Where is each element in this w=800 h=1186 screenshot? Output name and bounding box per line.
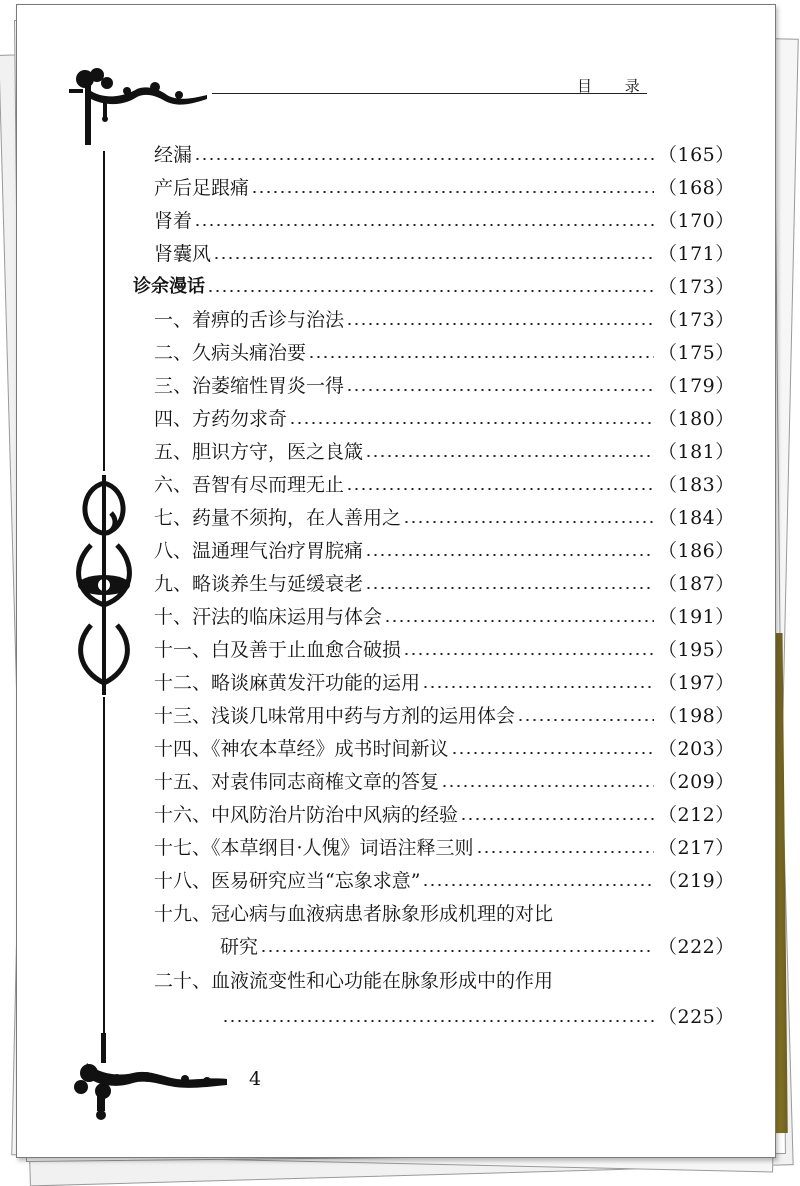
leader-dots	[346, 488, 654, 490]
leader-dots	[451, 752, 654, 754]
document-page	[16, 4, 776, 1158]
toc-entry-page: （186）	[658, 540, 735, 562]
toc-entry-page: （195）	[658, 639, 735, 661]
leader-dots	[194, 224, 654, 226]
toc-entry	[154, 404, 735, 434]
toc-entry-title: 十九、冠心病与血液病患者脉象形成机理的对比	[154, 903, 554, 925]
toc-entry-title: 二十、血液流变性和心功能在脉象形成中的作用	[154, 970, 554, 992]
toc-entry-title: 八、温通理气治疗胃脘痛	[154, 540, 364, 562]
leader-dots	[213, 257, 654, 259]
toc-entry-page: （179）	[658, 375, 735, 397]
toc-entry	[154, 734, 735, 764]
toc-entry-title: 十八、医易研究应当“忘象求意”	[154, 870, 421, 892]
side-ornament	[61, 475, 147, 695]
leader-dots	[346, 323, 654, 325]
leader-dots	[222, 1020, 654, 1022]
toc-entry-page: （180）	[658, 408, 735, 430]
toc-section	[133, 272, 735, 302]
leader-dots	[422, 686, 654, 688]
toc-entry-title: 一、着痹的舌诊与治法	[154, 309, 345, 331]
toc-entry	[154, 206, 735, 236]
leader-dots	[441, 785, 654, 787]
toc-entry-title: 二、久病头痛治要	[154, 342, 307, 364]
toc-entry	[154, 503, 735, 533]
toc-entry	[154, 239, 735, 269]
toc-entry-title: 肾着	[154, 210, 193, 232]
toc-entry-title: 十五、对袁伟同志商榷文章的答复	[154, 771, 440, 793]
toc-entry-page: （171）	[658, 243, 735, 265]
toc-entry-page: （222）	[658, 936, 735, 958]
toc-entry-line2	[220, 932, 735, 962]
left-border-lower	[103, 697, 105, 1047]
toc-entry	[154, 140, 735, 170]
toc-entry-title: 六、吾智有尽而理无止	[154, 474, 345, 496]
toc-entry	[154, 173, 735, 203]
toc-entry-page: （181）	[658, 441, 735, 463]
toc-entry-title: 研究	[220, 936, 259, 958]
toc-entry-title: 七、药量不须拘，在人善用之	[154, 507, 402, 529]
toc-entry-page: （209）	[658, 771, 735, 793]
toc-entry-page: （184）	[658, 507, 735, 529]
toc-entry-page: （187）	[658, 573, 735, 595]
toc-entry-title: 五、胆识方守，医之良箴	[154, 441, 364, 463]
toc-entry-title: 十六、中风防治片防治中风病的经验	[154, 804, 459, 826]
leader-dots	[384, 620, 654, 622]
toc-entry	[154, 536, 735, 566]
leader-dots	[365, 587, 654, 589]
leader-dots	[517, 719, 654, 721]
toc-entry-page: （225）	[658, 1006, 735, 1028]
leader-dots	[308, 356, 654, 358]
leader-dots	[194, 158, 654, 160]
toc-entry-page: （197）	[658, 672, 735, 694]
toc-entry-page: （212）	[658, 804, 735, 826]
toc-entry-page: （165）	[658, 144, 735, 166]
header-title: 目 录	[577, 77, 654, 95]
page-number: 4	[249, 1068, 262, 1090]
toc-entry-title: 十、汗法的临床运用与体会	[154, 606, 383, 628]
toc-entry	[154, 767, 735, 797]
toc-entry-title: 九、略谈养生与延缓衰老	[154, 573, 364, 595]
leader-dots	[365, 455, 654, 457]
leader-dots	[260, 950, 654, 952]
toc-entry-title: 十二、略谈麻黄发汗功能的运用	[154, 672, 421, 694]
toc-entry	[154, 305, 735, 335]
toc-entry	[154, 833, 735, 863]
toc-entry-page: （203）	[658, 738, 735, 760]
toc-entry-title: 四、方药勿求奇	[154, 408, 288, 430]
toc-entry	[154, 668, 735, 698]
toc-entry-title: 经漏	[154, 144, 193, 166]
toc-entry-page: （175）	[658, 342, 735, 364]
leader-dots	[476, 851, 654, 853]
toc-entry-title: 十一、白及善于止血愈合破损	[154, 639, 402, 661]
toc-entry-page: （173）	[658, 309, 735, 331]
leader-dots	[365, 554, 654, 556]
toc-entry-title: 十七、《本草纲目·人傀》词语注释三则	[154, 837, 474, 859]
toc-entry-page: （168）	[658, 177, 735, 199]
toc-entry-page: （173）	[658, 276, 735, 298]
corner-ornament-top	[67, 61, 227, 151]
corner-ornament-bottom	[67, 1033, 237, 1133]
toc-entry	[154, 800, 735, 830]
toc-entry-title: 十四、《神农本草经》成书时间新议	[154, 738, 449, 760]
toc-entry-title: 十三、浅谈几味常用中药与方剂的运用体会	[154, 705, 516, 727]
toc-entry	[154, 602, 735, 632]
toc-entry-title: 产后足跟痛	[154, 177, 250, 199]
toc-entry-page: （183）	[658, 474, 735, 496]
toc-entry-line1	[154, 966, 714, 996]
toc-entry-line2	[220, 1002, 735, 1032]
toc-entry-line1	[154, 899, 714, 929]
toc-entry	[154, 338, 735, 368]
toc-entry	[154, 635, 735, 665]
leader-dots	[289, 422, 654, 424]
leader-dots	[346, 389, 654, 391]
toc-entry-title: 肾囊风	[154, 243, 212, 265]
leader-dots	[403, 521, 654, 523]
toc-entry	[154, 437, 735, 467]
toc-entry-page: （219）	[658, 870, 735, 892]
toc-entry-page: （217）	[658, 837, 735, 859]
toc-entry	[154, 866, 735, 896]
toc-entry	[154, 470, 735, 500]
toc-entry	[154, 701, 735, 731]
toc-section-title: 诊余漫话	[133, 276, 205, 297]
toc-entry	[154, 371, 735, 401]
leader-dots	[403, 653, 654, 655]
leader-dots	[422, 884, 654, 886]
toc-entry-page: （198）	[658, 705, 735, 727]
toc-entry-page: （170）	[658, 210, 735, 232]
leader-dots	[460, 818, 654, 820]
leader-dots	[207, 290, 654, 292]
leader-dots	[251, 191, 654, 193]
left-border-upper	[103, 151, 105, 471]
toc-entry	[154, 569, 735, 599]
toc-entry-title: 三、治萎缩性胃炎一得	[154, 375, 345, 397]
toc-entry-page: （191）	[658, 606, 735, 628]
